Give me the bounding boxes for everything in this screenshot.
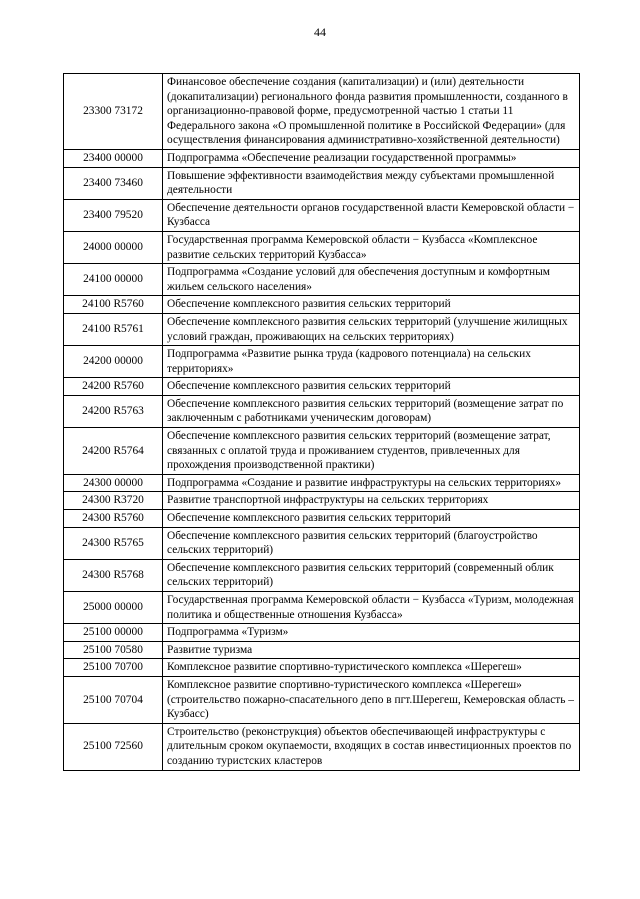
description-cell: Обеспечение деятельности органов государственной власти Кемеровской области − Кузбасса: [163, 199, 580, 231]
table-row: [64, 199, 580, 231]
budget-code-cell: 23400 73460: [64, 167, 163, 199]
description-cell: Обеспечение комплексного развития сельских территорий (современный облик сельских территорий): [163, 559, 580, 591]
budget-code-cell: 24200 R5760: [64, 378, 163, 396]
budget-code-cell: 23400 79520: [64, 199, 163, 231]
budget-code-table: [63, 73, 580, 771]
budget-code-cell: 23300 73172: [64, 74, 163, 150]
budget-code-cell: 23400 00000: [64, 149, 163, 167]
description-cell: Обеспечение комплексного развития сельских территорий (благоустройство сельских территорий): [163, 527, 580, 559]
description-cell: Строительство (реконструкция) объектов обеспечивающей инфраструктуры с длительным сроком окупаемости, входящих в состав инвестиционных проектов по созданию туристских кластеров: [163, 723, 580, 770]
budget-code-table-body: [64, 74, 580, 771]
budget-code-cell: 24200 R5763: [64, 395, 163, 427]
table-row: [64, 167, 580, 199]
table-row: [64, 641, 580, 659]
budget-code-cell: 25100 70580: [64, 641, 163, 659]
table-row: [64, 231, 580, 263]
description-cell: Подпрограмма «Развитие рынка труда (кадрового потенциала) на сельских территориях»: [163, 346, 580, 378]
table-row: [64, 378, 580, 396]
description-cell: Комплексное развитие спортивно-туристического комплекса «Шерегеш»: [163, 659, 580, 677]
table-row: [64, 428, 580, 475]
table-row: [64, 676, 580, 723]
table-row: [64, 395, 580, 427]
description-cell: Обеспечение комплексного развития сельских территорий (улучшение жилищных условий граждан, проживающих на сельских территориях): [163, 313, 580, 345]
description-cell: Обеспечение комплексного развития сельских территорий (возмещение затрат по заключенным с работниками ученическим договорам): [163, 395, 580, 427]
table-row: [64, 492, 580, 510]
budget-code-cell: 24300 R3720: [64, 492, 163, 510]
description-cell: Государственная программа Кемеровской области − Кузбасса «Туризм, молодежная политика и общественные отношения Кузбасса»: [163, 592, 580, 624]
description-cell: Повышение эффективности взаимодействия между субъектами промышленной деятельности: [163, 167, 580, 199]
table-row: [64, 723, 580, 770]
budget-code-cell: 24300 R5765: [64, 527, 163, 559]
budget-code-cell: 24100 R5760: [64, 296, 163, 314]
description-cell: Финансовое обеспечение создания (капитализации) и (или) деятельности (докапитализации) регионального фонда развития промышленности, созданного в организационно-правовой форме, предусмотренной частью 1 статьи 11 Федерального закона «О промышленной политике в Российской Федерации» (для осуществления финансирования административно-хозяйственной деятельности): [163, 74, 580, 150]
budget-code-cell: 24100 00000: [64, 264, 163, 296]
budget-code-cell: 25100 72560: [64, 723, 163, 770]
budget-code-cell: 24000 00000: [64, 231, 163, 263]
table-row: [64, 346, 580, 378]
table-row: [64, 149, 580, 167]
page-number: 44: [314, 25, 326, 39]
description-cell: Подпрограмма «Обеспечение реализации государственной программы»: [163, 149, 580, 167]
table-row: [64, 659, 580, 677]
description-cell: Обеспечение комплексного развития сельских территорий: [163, 378, 580, 396]
description-cell: Обеспечение комплексного развития сельских территорий: [163, 296, 580, 314]
description-cell: Подпрограмма «Туризм»: [163, 624, 580, 642]
table-row: [64, 510, 580, 528]
description-cell: Обеспечение комплексного развития сельских территорий: [163, 510, 580, 528]
table-row: [64, 296, 580, 314]
budget-code-cell: 24300 R5760: [64, 510, 163, 528]
budget-code-cell: 24200 R5764: [64, 428, 163, 475]
description-cell: Комплексное развитие спортивно-туристического комплекса «Шерегеш» (строительство пожарно-спасательного депо в пгт.Шерегеш, Кемеровская область – Кузбасс): [163, 676, 580, 723]
description-cell: Подпрограмма «Создание и развитие инфраструктуры на сельских территориях»: [163, 474, 580, 492]
budget-code-cell: 24300 R5768: [64, 559, 163, 591]
budget-code-cell: 25100 00000: [64, 624, 163, 642]
description-cell: Обеспечение комплексного развития сельских территорий (возмещение затрат, связанных с оплатой труда и проживанием студентов, привлеченных для прохождения производственной практики): [163, 428, 580, 475]
table-row: [64, 474, 580, 492]
description-cell: Развитие транспортной инфраструктуры на сельских территориях: [163, 492, 580, 510]
table-row: [64, 264, 580, 296]
budget-code-cell: 25000 00000: [64, 592, 163, 624]
budget-code-cell: 25100 70704: [64, 676, 163, 723]
description-cell: Развитие туризма: [163, 641, 580, 659]
table-row: [64, 624, 580, 642]
budget-code-cell: 25100 70700: [64, 659, 163, 677]
budget-code-cell: 24300 00000: [64, 474, 163, 492]
table-row: [64, 592, 580, 624]
table-row: [64, 527, 580, 559]
table-row: [64, 313, 580, 345]
budget-code-cell: 24100 R5761: [64, 313, 163, 345]
table-row: [64, 559, 580, 591]
description-cell: Подпрограмма «Создание условий для обеспечения доступным и комфортным жильем сельского населения»: [163, 264, 580, 296]
description-cell: Государственная программа Кемеровской области − Кузбасса «Комплексное развитие сельских территорий Кузбасса»: [163, 231, 580, 263]
budget-code-cell: 24200 00000: [64, 346, 163, 378]
table-row: [64, 74, 580, 150]
